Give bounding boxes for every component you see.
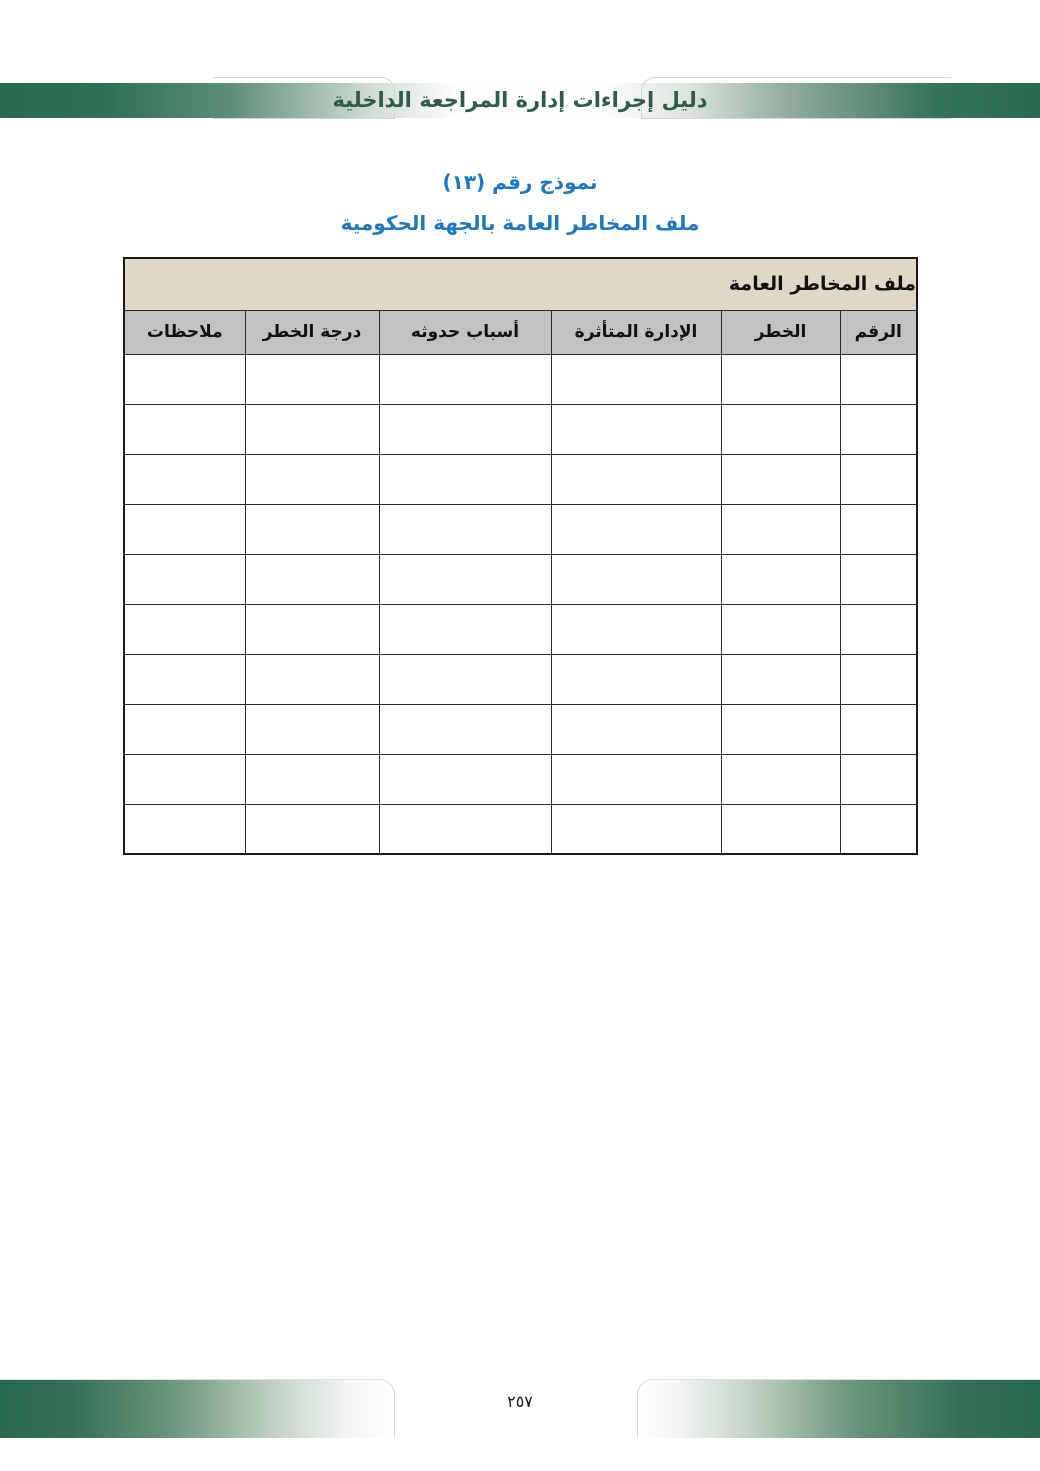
empty-cell [124,704,245,754]
table-title-row [124,258,917,310]
empty-cell [124,504,245,554]
empty-cell [124,554,245,604]
empty-cell [551,404,721,454]
empty-cell [840,404,917,454]
empty-cell [379,504,551,554]
empty-cell [551,454,721,504]
col-header-causes: أسباب حدوثه [379,310,551,354]
table-row [124,604,917,654]
empty-cell [840,804,917,854]
page-number: ٢٥٧ [507,1392,533,1411]
empty-cell [551,654,721,704]
empty-cell [245,354,379,404]
empty-cell [840,354,917,404]
empty-cell [721,404,840,454]
banner-title: دليل إجراءات إدارة المراجعة الداخلية [332,88,708,112]
empty-cell [245,754,379,804]
empty-cell [245,404,379,454]
empty-cell [245,504,379,554]
form-number-title: نموذج رقم (١٣) [442,170,598,194]
empty-cell [721,754,840,804]
empty-cell [124,804,245,854]
empty-cell [721,554,840,604]
empty-cell [245,454,379,504]
empty-cell [379,654,551,704]
table-row [124,454,917,504]
empty-cell [551,604,721,654]
empty-cell [551,554,721,604]
table-row [124,554,917,604]
empty-cell [551,804,721,854]
table-row [124,754,917,804]
col-header-risk-level: درجة الخطر [245,310,379,354]
form-name-title: ملف المخاطر العامة بالجهة الحكومية [340,211,700,235]
empty-cell [245,554,379,604]
empty-cell [721,704,840,754]
empty-cell [379,354,551,404]
empty-cell [551,704,721,754]
table-row [124,804,917,854]
empty-cell [379,404,551,454]
empty-cell [840,704,917,754]
table-row [124,704,917,754]
empty-cell [840,454,917,504]
empty-cell [124,654,245,704]
empty-cell [124,604,245,654]
empty-cell [721,604,840,654]
empty-cell [551,754,721,804]
empty-cell [245,704,379,754]
empty-cell [124,454,245,504]
empty-cell [840,604,917,654]
risk-table [123,257,918,855]
empty-cell [840,554,917,604]
col-header-risk: الخطر [721,310,840,354]
col-header-affected-department: الإدارة المتأثرة [551,310,721,354]
empty-cell [721,354,840,404]
table-title-cell: ملف المخاطر العامة [124,258,917,310]
empty-cell [379,554,551,604]
empty-cell [379,704,551,754]
empty-cell [379,754,551,804]
empty-cell [245,654,379,704]
col-header-notes: ملاحظات [124,310,245,354]
empty-cell [379,804,551,854]
table-row [124,504,917,554]
empty-cell [551,354,721,404]
table-body [124,354,917,854]
empty-cell [721,504,840,554]
col-header-number: الرقم [840,310,917,354]
table-row [124,404,917,454]
empty-cell [840,504,917,554]
empty-cell [840,754,917,804]
column-header-row [124,310,917,354]
empty-cell [245,804,379,854]
empty-cell [124,404,245,454]
empty-cell [124,354,245,404]
table-row [124,354,917,404]
empty-cell [551,504,721,554]
empty-cell [721,654,840,704]
empty-cell [245,604,379,654]
empty-cell [379,604,551,654]
table-row [124,654,917,704]
empty-cell [124,754,245,804]
empty-cell [840,654,917,704]
empty-cell [721,454,840,504]
empty-cell [721,804,840,854]
empty-cell [379,454,551,504]
